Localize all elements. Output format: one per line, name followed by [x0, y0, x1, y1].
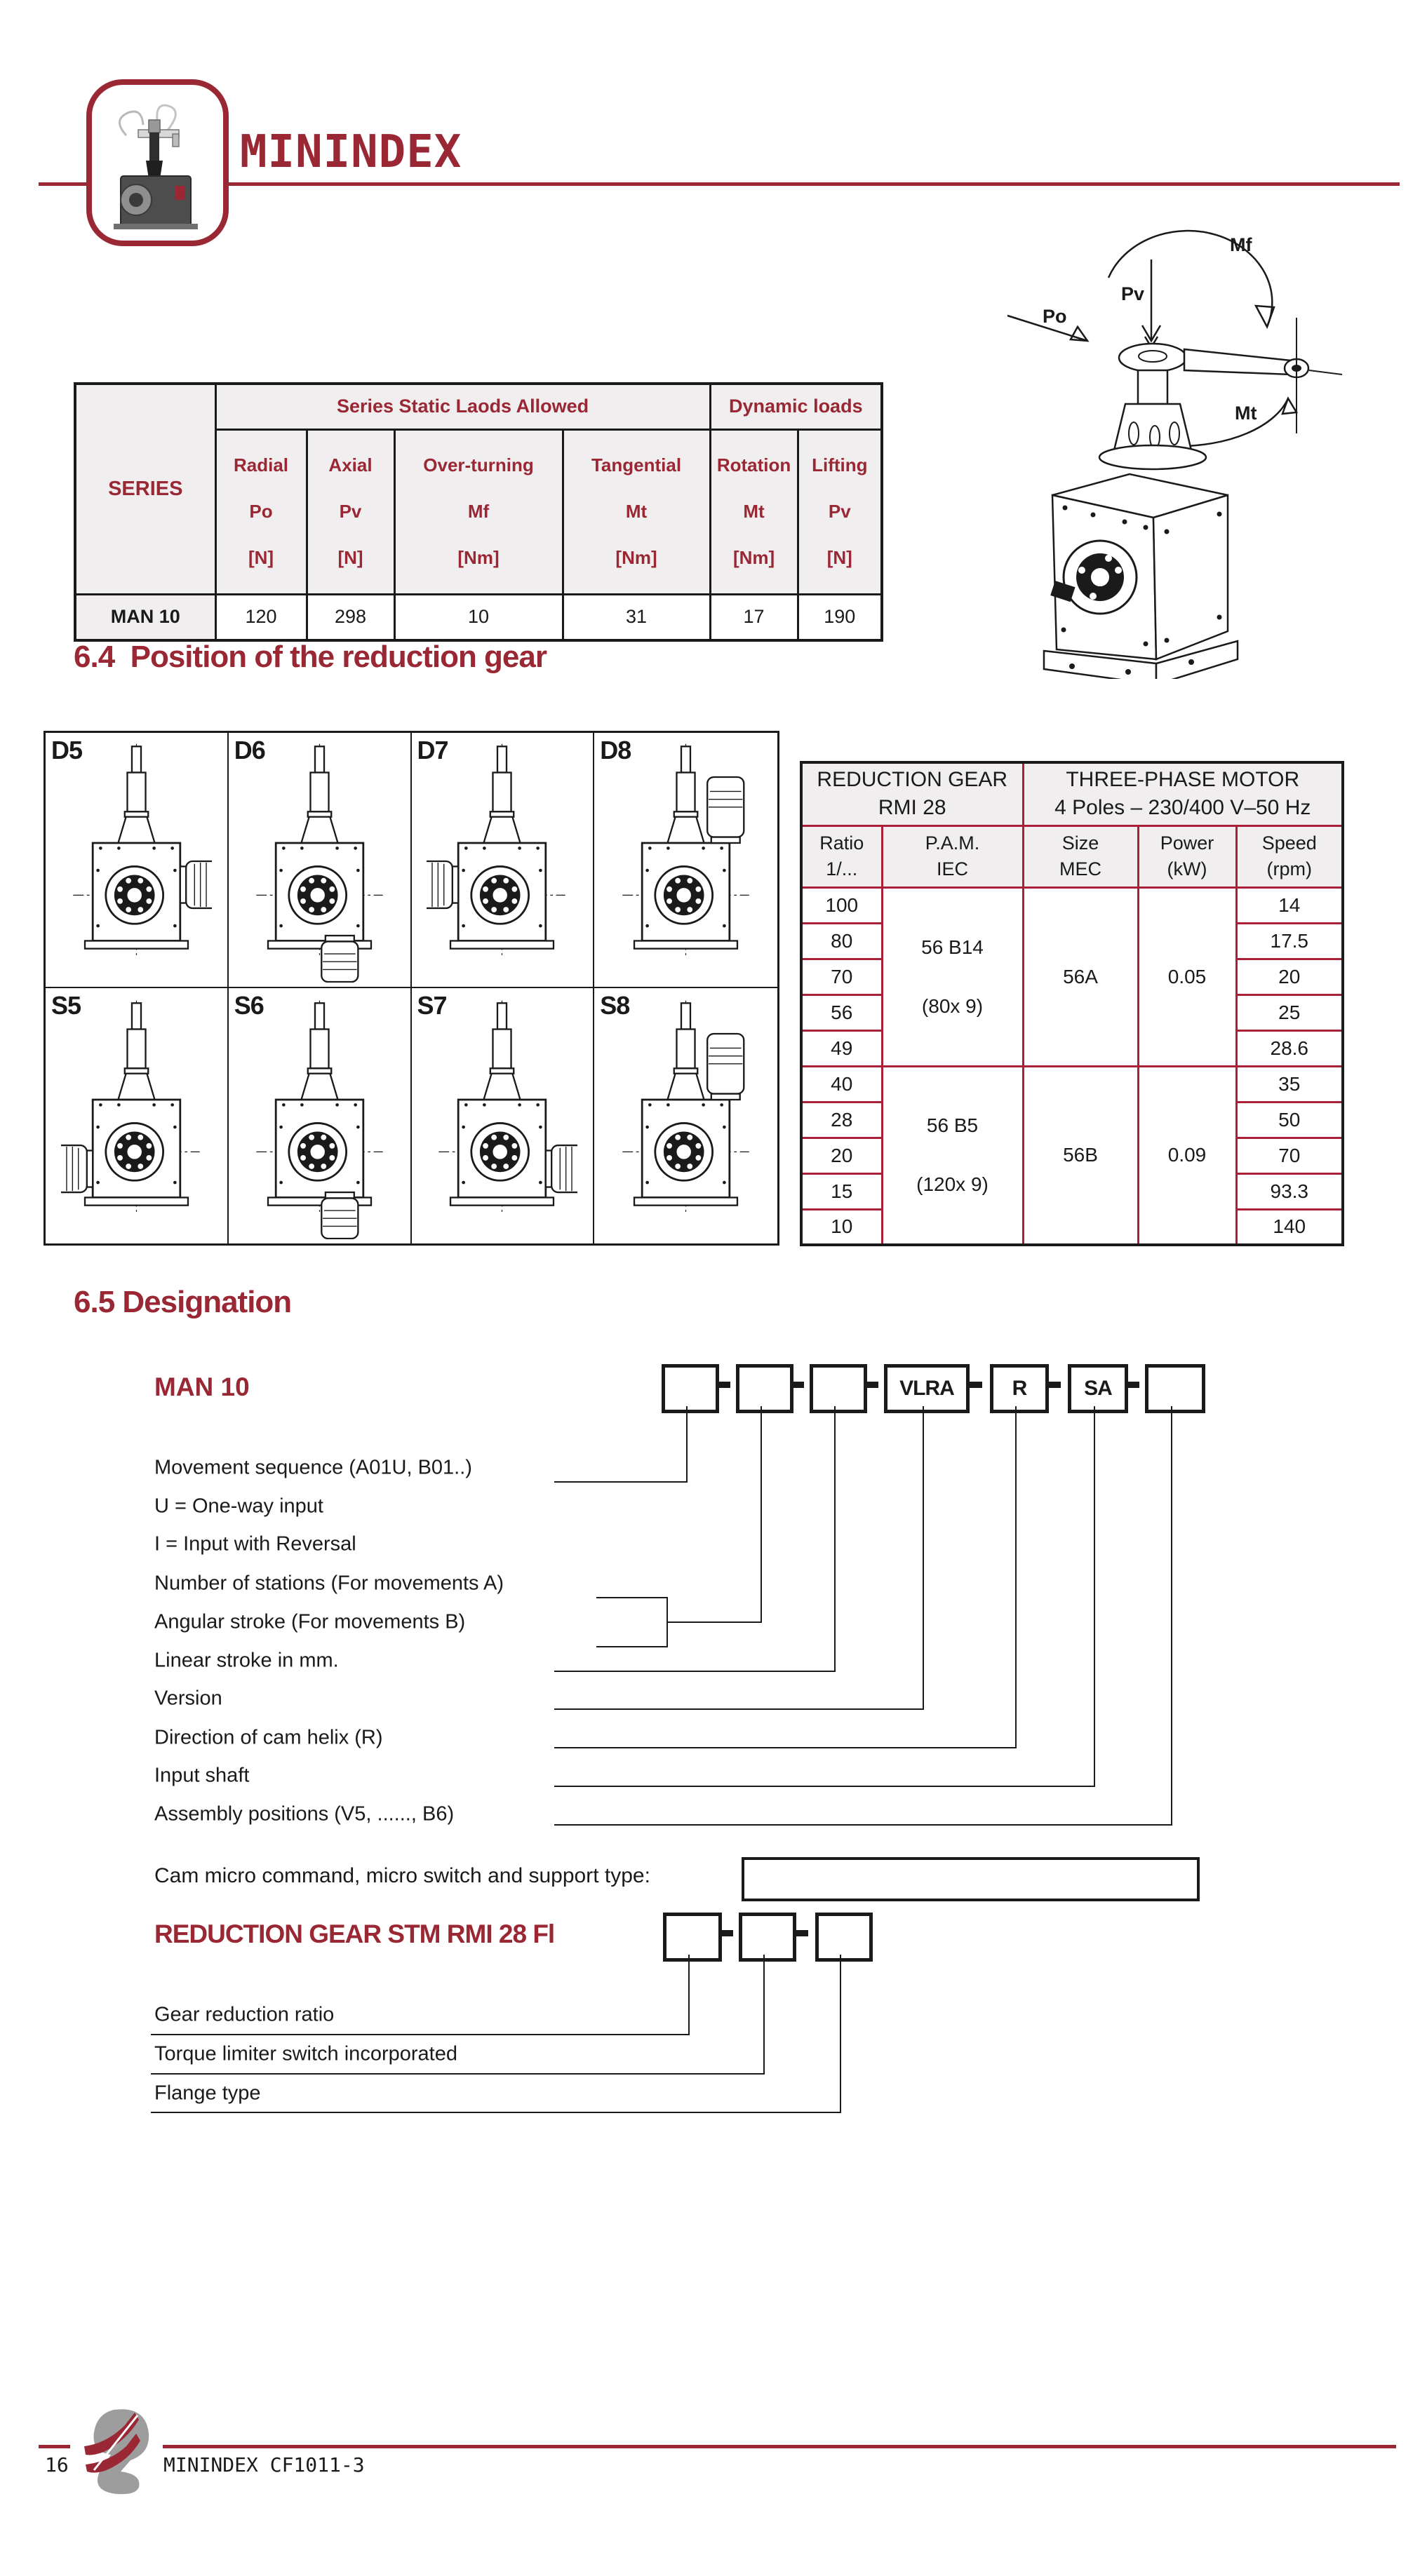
position-label: D6 — [234, 736, 265, 764]
speed-cell: 35 — [1236, 1066, 1343, 1102]
reduction-gear-motor-table — [800, 761, 1344, 1246]
col-header-line: (kW) — [1167, 858, 1207, 879]
column-header — [710, 429, 798, 594]
col-unit: [Nm] — [457, 546, 500, 568]
pam-cell — [882, 887, 1023, 1066]
motor-header-line2: 4 Poles – 230/400 V–50 Hz — [1054, 796, 1311, 820]
col-label: Axial — [328, 454, 373, 476]
designation-box-sa: SA — [1068, 1364, 1128, 1413]
connector-line — [1171, 1406, 1172, 1826]
gear-drawing-s8 — [610, 997, 761, 1239]
static-loads-group-header: Series Static Laods Allowed — [215, 384, 710, 429]
dash-separator — [970, 1382, 982, 1388]
designation-label-oneway: U = One-way input — [154, 1495, 323, 1518]
ratio-cell: 80 — [801, 923, 882, 959]
designation-box-vlra: VLRA — [884, 1364, 970, 1413]
dash-separator — [1127, 1382, 1139, 1388]
col-symbol: Pv — [828, 501, 851, 522]
size-cell: 56B — [1023, 1066, 1138, 1245]
designation-label-linear: Linear stroke in mm. — [154, 1649, 339, 1672]
product-designation: MAN 10 — [154, 1373, 250, 1401]
ratio-cell: 10 — [801, 1209, 882, 1245]
stm-label-flange: Flange type — [154, 2082, 261, 2105]
speed-cell: 28.6 — [1236, 1030, 1343, 1066]
header-rule — [39, 182, 1400, 186]
connector-line — [554, 1481, 688, 1483]
position-cell-s8 — [594, 988, 777, 1243]
connector-line — [554, 1671, 836, 1672]
col-unit: [N] — [826, 546, 852, 568]
label-mt: Mt — [1235, 403, 1257, 424]
col-header-line: Power — [1160, 832, 1214, 854]
stm-section-title: REDUCTION GEAR STM RMI 28 Fl — [154, 1920, 555, 1948]
speed-cell: 17.5 — [1236, 923, 1343, 959]
col-header-line: Size — [1061, 832, 1099, 854]
col-symbol: Mt — [743, 501, 765, 522]
stm-label-torque: Torque limiter switch incorporated — [154, 2042, 457, 2065]
series-header: SERIES — [75, 384, 215, 594]
connector-line — [554, 1747, 1017, 1748]
position-label: S5 — [51, 991, 81, 1020]
col-header-pam — [882, 825, 1023, 887]
dynamic-loads-group-header: Dynamic loads — [710, 384, 882, 429]
col-header-line: 1/... — [826, 858, 858, 879]
stm-label-ratio: Gear reduction ratio — [154, 2003, 335, 2026]
speed-cell: 140 — [1236, 1209, 1343, 1245]
label-mf: Mf — [1230, 234, 1252, 255]
gear-header-line2: RMI 28 — [878, 796, 946, 820]
designation-box-r: R — [990, 1364, 1049, 1413]
value-cell: 17 — [710, 594, 798, 640]
section-6-4-title: 6.4 Position of the reduction gear — [74, 640, 547, 674]
position-cell-s5 — [46, 988, 229, 1243]
position-label: S7 — [417, 991, 447, 1020]
designation-label-version: Version — [154, 1687, 222, 1710]
position-cell-d8 — [594, 733, 777, 988]
col-label: Tangential — [591, 454, 682, 476]
speed-cell: 25 — [1236, 994, 1343, 1030]
col-header-line: (rpm) — [1266, 858, 1312, 879]
col-label: Radial — [233, 454, 289, 476]
col-label: Rotation — [716, 454, 791, 476]
doc-code: MININDEX CF1011-3 — [163, 2453, 365, 2476]
gear-drawing-s7 — [427, 997, 577, 1239]
stm-box-3 — [815, 1913, 873, 1962]
value-cell: 31 — [563, 594, 710, 640]
col-unit: [N] — [248, 546, 274, 568]
col-header-line: IEC — [936, 858, 968, 879]
motor-header-line1: THREE-PHASE MOTOR — [1066, 768, 1300, 792]
position-label: D5 — [51, 736, 83, 764]
position-cell-s7 — [412, 988, 595, 1243]
stm-box-1 — [663, 1913, 722, 1962]
table-row — [801, 887, 1343, 923]
dash-separator — [796, 1930, 808, 1936]
position-cell-d7 — [412, 733, 595, 988]
designation-label-helix: Direction of cam helix (R) — [154, 1726, 383, 1749]
label-po: Po — [1043, 306, 1067, 327]
column-header — [394, 429, 563, 594]
connector-line — [596, 1646, 668, 1647]
connector-line — [840, 1955, 841, 2112]
gear-position-grid — [43, 731, 779, 1246]
gear-drawing-s6 — [244, 997, 395, 1239]
connector-line — [761, 1406, 762, 1623]
stm-box-2 — [739, 1913, 796, 1962]
connector-line — [151, 2034, 690, 2035]
label-pv: Pv — [1121, 283, 1145, 304]
connector-line — [763, 1955, 765, 2074]
col-header-size — [1023, 825, 1138, 887]
ratio-cell: 100 — [801, 887, 882, 923]
col-label: Over-turning — [423, 454, 534, 476]
gear-drawing-s5 — [61, 997, 212, 1239]
connector-line — [554, 1786, 1095, 1787]
connector-line — [554, 1708, 924, 1710]
designation-box-3 — [810, 1364, 867, 1413]
dash-separator — [866, 1382, 878, 1388]
column-header — [307, 429, 394, 594]
connector-line — [1094, 1406, 1095, 1787]
value-cell: 120 — [215, 594, 307, 640]
position-label: D7 — [417, 736, 448, 764]
designation-label-assembly: Assembly positions (V5, ......, B6) — [154, 1802, 455, 1826]
cam-micro-box — [742, 1857, 1200, 1901]
gear-drawing-d5 — [61, 740, 212, 983]
pam-flange: (120x 9) — [916, 1173, 989, 1196]
ratio-cell: 15 — [801, 1173, 882, 1209]
series-value: MAN 10 — [75, 594, 215, 640]
page-title: MININDEX — [240, 126, 462, 178]
table-row — [801, 1066, 1343, 1102]
col-symbol: Mt — [625, 501, 648, 522]
size-cell: 56A — [1023, 887, 1138, 1066]
designation-box-1 — [662, 1364, 719, 1413]
position-label: S6 — [234, 991, 264, 1020]
position-cell-d5 — [46, 733, 229, 988]
col-header-line: Ratio — [819, 832, 864, 854]
pam-flange: (80x 9) — [921, 994, 984, 1017]
table-row — [75, 594, 882, 640]
static-loads-table — [74, 382, 883, 642]
col-symbol: Pv — [339, 501, 362, 522]
col-unit: [Nm] — [615, 546, 657, 568]
connector-line — [151, 2112, 841, 2113]
section-6-5-title: 6.5 Designation — [74, 1285, 292, 1319]
connector-line — [688, 1955, 690, 2035]
connector-line — [1015, 1406, 1017, 1748]
column-header — [798, 429, 882, 594]
ratio-cell: 70 — [801, 959, 882, 994]
motor-header — [1023, 762, 1343, 825]
position-cell-s6 — [229, 988, 412, 1243]
page-number: 16 — [45, 2453, 69, 2476]
col-header-line: Speed — [1261, 832, 1317, 854]
gear-drawing-d8 — [610, 740, 761, 983]
speed-cell: 14 — [1236, 887, 1343, 923]
ratio-cell: 28 — [801, 1102, 882, 1138]
designation-box-7 — [1145, 1364, 1205, 1413]
connector-line — [686, 1406, 688, 1482]
gear-drawing-d6 — [244, 740, 395, 983]
col-header-power — [1138, 825, 1236, 887]
ratio-cell: 56 — [801, 994, 882, 1030]
gear-header — [801, 762, 1023, 825]
connector-line — [596, 1597, 668, 1598]
connector-line — [834, 1406, 836, 1672]
connector-line — [151, 2073, 765, 2075]
designation-label-angular: Angular stroke (For movements B) — [154, 1610, 466, 1633]
brand-logo-box — [86, 79, 229, 246]
dash-separator — [1048, 1382, 1061, 1388]
designation-box-2 — [736, 1364, 793, 1413]
pam-cell — [882, 1066, 1023, 1245]
designation-label-inputshaft: Input shaft — [154, 1764, 250, 1787]
speed-cell: 70 — [1236, 1138, 1343, 1173]
footer-logo — [70, 2404, 163, 2497]
col-header-ratio — [801, 825, 882, 887]
designation-label-movement: Movement sequence (A01U, B01..) — [154, 1456, 472, 1479]
product-photo-icon — [100, 93, 215, 232]
column-header — [215, 429, 307, 594]
ratio-cell: 40 — [801, 1066, 882, 1102]
connector-line — [554, 1824, 1172, 1826]
cam-micro-label: Cam micro command, micro switch and support type: — [154, 1864, 650, 1887]
speed-cell: 93.3 — [1236, 1173, 1343, 1209]
col-header-line: P.A.M. — [925, 832, 980, 854]
col-symbol: Mf — [467, 501, 490, 522]
power-cell: 0.05 — [1138, 887, 1236, 1066]
connector-line — [666, 1621, 762, 1623]
col-header-speed — [1236, 825, 1343, 887]
dash-separator — [721, 1930, 733, 1936]
column-header — [563, 429, 710, 594]
col-unit: [Nm] — [732, 546, 775, 568]
force-diagram — [988, 202, 1416, 679]
position-label: S8 — [600, 991, 630, 1020]
ratio-cell: 49 — [801, 1030, 882, 1066]
connector-line — [923, 1406, 924, 1710]
footer-rule — [39, 2445, 1396, 2448]
gear-header-line1: REDUCTION GEAR — [817, 768, 1008, 792]
value-cell: 10 — [394, 594, 563, 640]
power-cell: 0.09 — [1138, 1066, 1236, 1245]
designation-label-stations: Number of stations (For movements A) — [154, 1572, 504, 1595]
gear-drawing-d7 — [427, 740, 577, 983]
col-label: Lifting — [812, 454, 868, 476]
position-cell-d6 — [229, 733, 412, 988]
pam-value: 56 B5 — [926, 1114, 979, 1137]
speed-cell: 20 — [1236, 959, 1343, 994]
pam-value: 56 B14 — [921, 936, 984, 958]
position-label: D8 — [600, 736, 631, 764]
designation-label-reversal: I = Input with Reversal — [154, 1532, 356, 1556]
col-unit: [N] — [337, 546, 363, 568]
col-symbol: Po — [249, 501, 273, 522]
dash-separator — [718, 1382, 730, 1388]
dash-separator — [791, 1382, 804, 1388]
col-header-line: MEC — [1059, 858, 1101, 879]
speed-cell: 50 — [1236, 1102, 1343, 1138]
ratio-cell: 20 — [801, 1138, 882, 1173]
value-cell: 298 — [307, 594, 394, 640]
value-cell: 190 — [798, 594, 882, 640]
